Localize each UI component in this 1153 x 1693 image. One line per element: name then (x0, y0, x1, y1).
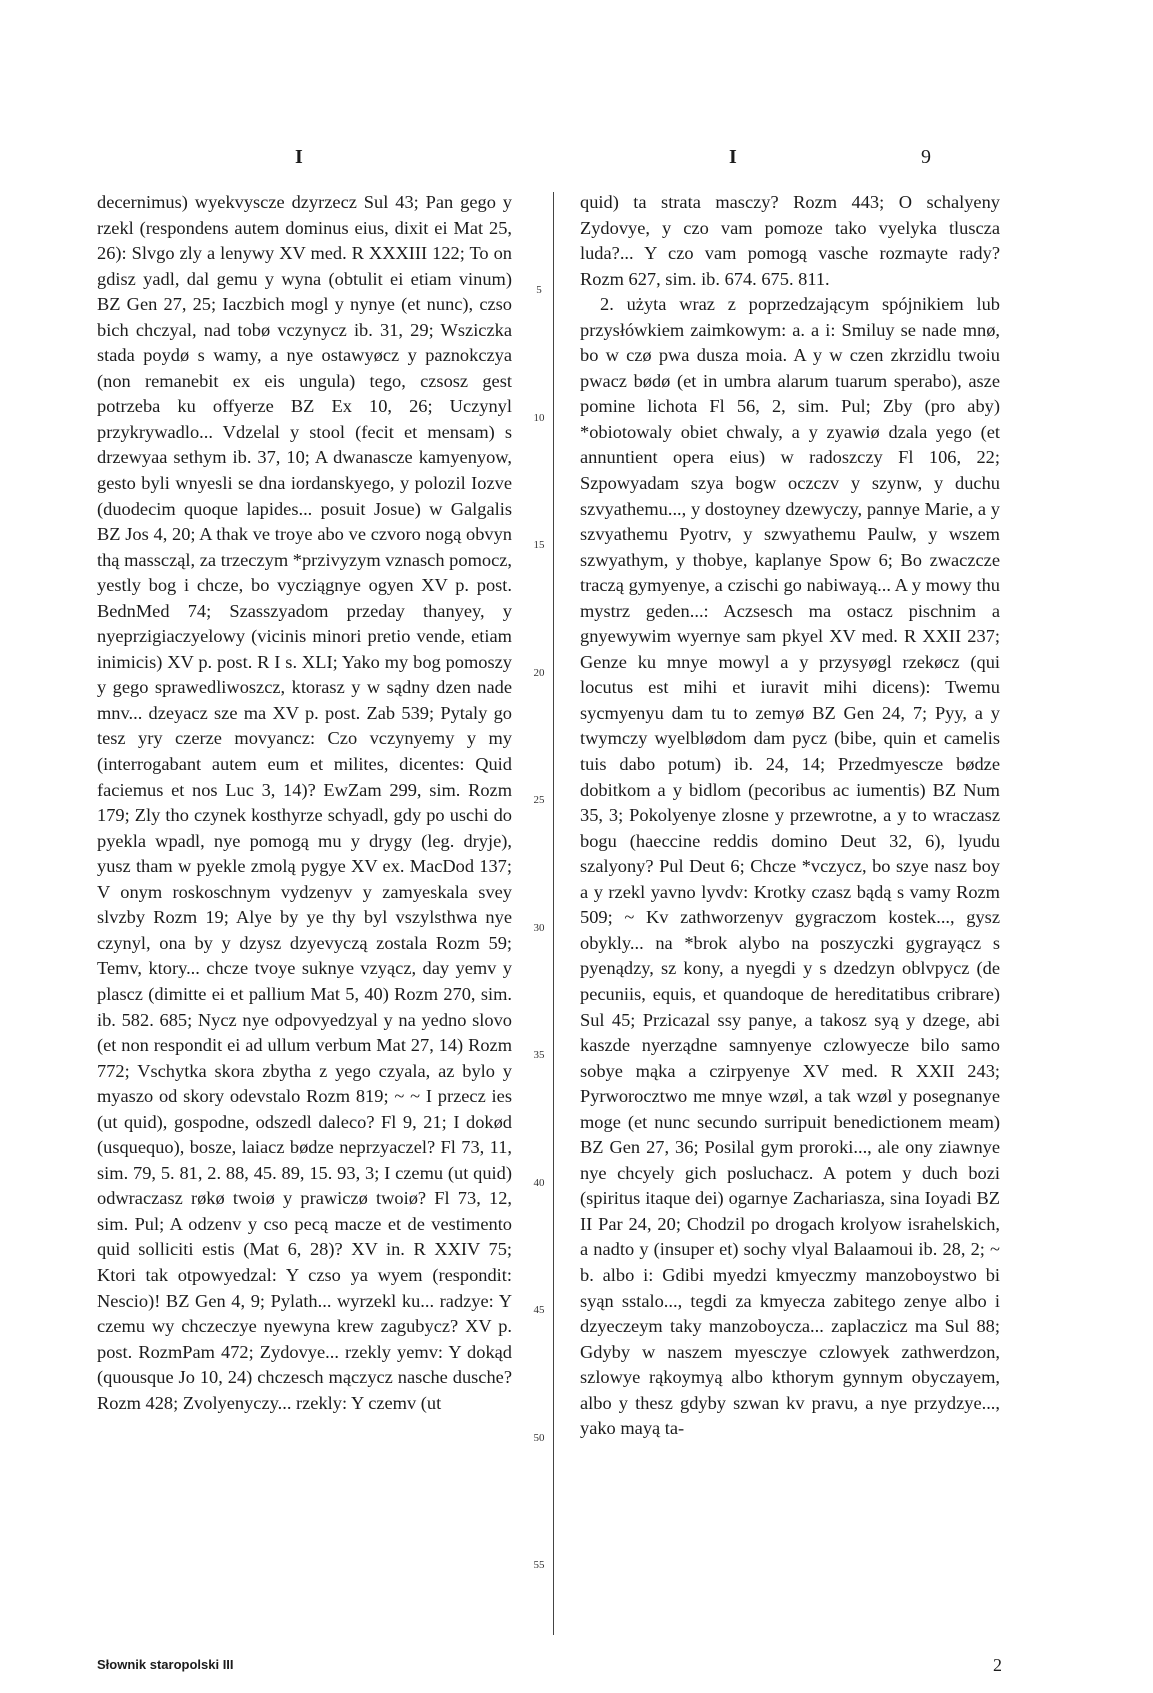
footer-sheet-number: 2 (993, 1655, 1002, 1675)
footer-signature: Słownik staropolski III (97, 1657, 234, 1672)
left-column (97, 190, 512, 1416)
header-center-mark: I (729, 146, 737, 168)
line-number: 10 (533, 411, 545, 424)
right-paragraph: 2. użyta wraz z poprzedzającym spójnikiem lub przysłówkiem zaimkowym: a. a i: Smiluy se nade mnø, bo w czø pwa dusza moia. A y w czen zkrzidlu twoiu pwacz bødø (et in umbra alarum tuarum sperabo), asze pomine lichota Fl 56, 2, sim. Pul; Zby (pro aby) *obiotowaly obiet chwaly, a y zyawiø dzala yego (et annuntient opera eius) w radoszczy Fl 106, 22; Szpowyadam szya bogw oczczv y szynw, y duchu szvyathemu..., y dostoyney dzewyczy, pannye Marie, a y szvyathemu Pyotrv, y szwyathemu Paulw, y wszem szwyathym, y thobye, kaplanye Spow 6; Bo zwaczcze traczą gymyenye, a czischi go nabiwayą... A y mowy thu mystrz geden...: Aczsesch ma ostacz pischnim a gnyewywim wyernye sam pkyel XV med. R XXII 237; Genze ku mnye mowyl a y przysyøgl rzekøcz (qui locutus est mihi et iuravit mihi dicens): Twemu sycmyenyu dam tu to zemyø BZ Gen 24, 7; Pyy, a y twymczy wyelblødom dam pycz (bibe, quin et camelis tuis dabo potum) ib. 24, 14; Przedmyescze bødze dobitkom a y bidlom (pecoribus ac iumentis) BZ Num 35, 3; Pokolyenye zlosne y przewrotne, a y to wraczasz bogu (haeccine reddis domino Deut 32, 6), lyudu szalyony? Pul Deut 6; Chcze *vczycz, bo szye nasz boy a y rzekl yavno lyvdv: Krotky czasz bądą s vamy Rozm 509; ~ Kv zathworzenyv gygraczom kostek..., gysz obykly... na *brok alybo na poszyczki gygrayącz s pyenądzy, sz kony, a nyegdi y s dzedzyn oblvpycz (de pecuniis, equis, et quandoque de hereditatibus cribrare) Sul 45; Przicazal ssy panye, a takosz syą y dzege, abi kaszde nyerządne samnyenye czlowyecze bilo samo sobye mąka a czirpyenye XV med. R XXII 243; Pyrworocztwo me mnye wzøl, a tak wzøl y posegnanye moge (et nunc secundo surripuit benedictionem meam) BZ Gen 27, 36; Posilal gym proroki..., ale ony ziawnye nye chcyely gich posluchacz. A potem y duch bozi (spiritus itaque dei) ogarnye Zachariasza, sina Ioyadi BZ II Par 24, 20; Chodzil po drogach krolyow israhelskich, a nadto y (insuper et) sochy vlyal Balaamoui ib. 28, 2; ~ b. albo i: Gdibi myedzi kmyeczmy manzoboystwo bi syąn sstalo..., tegdi za kmyecza zabitego zenye albo i dzyeczeym taky manzoboycza... zaplaczicz ma Sul 88; Gdyby w naszem myesczye czlowyek zathwerdzon, szlowye rąkoymyą albo kthorym gynnym obyczayem, albo y thesz gdyby szwan kv pravu, a nye przydzye..., yako mayą ta- (580, 294, 1000, 1439)
line-number: 55 (533, 1559, 545, 1571)
page-number: 9 (921, 146, 931, 168)
line-number: 30 (533, 921, 545, 934)
left-paragraph: decernimus) wyekvyscze dzyrzecz Sul 43; Pan gego y rzekl (respondens autem dominus eius, dixit ei Mat 25, 26): Slvgo zly a lenywy XV med. R XXXIII 122; To on gdisz yadl, dal gemu y wyna (obtulit ei etiam vinum) BZ Gen 27, 25; Iaczbich mogl y nynye (et nunc), czso bich chczyal, nad tobø vczynycz ib. 31, 29; Wsziczka stada poydø s wamy, a nye ostawyøcz y paznokczya (non remanebit ex eis ungula) tego, czsosz gest potrzeba ku offyerze BZ Ex 10, 26; Uczynyl przykrywadlo... Vdzelal y stool (fecit et mensam) s drzewyaa sethym ib. 37, 10; A dwanascze kamyenyow, gesto byli wnyesli se dna iordanskyego, y polozil Iozve (duodecim quoque lapides... posuit Josue) w Galgalis BZ Jos 4, 20; A thak ve troye abo ve czvoro nogą obvyn thą masscząl, za trzeczym *przivyzym vznasch pomocz, yestly bog i chcze, bo vycziągnye ogyen XV p. post. BednMed 74; Szasszyadom przeday thanyey, y nyeprzigiaczyelowy (vicinis minori pretio vende, etiam inimicis) XV p. post. R I s. XLI; Yako my bog pomoszy y gego sprawedliwoszcz, ktorasz y w sądny dzen nade mnv... dzeyacz sze ma XV p. post. Zab 539; Pytaly go tesz yry czerze movyancz: Czo vczynyemy y my (interrogabant autem eum et milites, dicentes: Quid faciemus et nos Luc 3, 14)? EwZam 299, sim. Rozm 179; Zly tho czynek kosthyrze schyadl, gdy po uschi do pyekla wpadl, nye pomogą mu y drygy (leg. dryje), yusz tham w pyekle zmolą pygye XV ex. MacDod 137; V onym roskoschnym vydzenyv y zamyeskala svey slvzby Rozm 19; Alye by ye thy byl vszylsthwa nye czynyl, ona by y dzysz dzyevyczą zostala Rozm 59; Temv, ktory... chcze tvoye suknye vzyącz, day yemv y plascz (dimitte ei et pallium Mat 5, 40) Rozm 270, sim. ib. 582. 685; Nycz nye odpovyedzyal y na yedno slovo (et non respondit ei ad ullum verbum Mat 27, 14) Rozm 772; Vschytka skora zbytha z yego czyala, az bylo y myaszo od skory odevstalo Rozm 819; ~ ~ I przecz ies (ut quid), gospodne, odszedl daleco? Fl 9, 21; I dokød (usquequo), bosze, laiacz bødze neprzyaczel? Fl 73, 11, sim. 79, 5. 81, 2. 88, 45. 89, 15. 93, 3; I czemu (ut quid) odwraczasz røkø twoiø y prawiczø twoiø? Fl 73, 12, sim. Pul; A odzenv y cso pecą macze et de vestimento quid solliciti estis (Mat 6, 28)? XV in. R XXIV 75; Ktori tak otpowyedzal: Y czso ya wyem (respondit: Nescio)! BZ Gen 4, 9; Pylath... wyrzekl ku... radzye: Y czemu wy chczeczye nyewyna krew zagubycz? XV p. post. RozmPam 472; Zydovye... rzekly yemv: Y dokąd (quousque Jo 10, 24) chczesch mączycz nasche dusche? Rozm 428; Zvolyenyczy... rzekly: Y czemv (ut (97, 192, 512, 1413)
line-number: 50 (533, 1431, 545, 1444)
line-number: 15 (533, 539, 545, 551)
line-number: 20 (533, 666, 545, 679)
line-number: 5 (536, 284, 542, 296)
line-number: 45 (533, 1304, 545, 1316)
column-divider (553, 192, 554, 1635)
line-number: 40 (533, 1176, 545, 1189)
right-column (580, 190, 1000, 1442)
line-number: 35 (533, 1049, 545, 1061)
right-paragraph: quid) ta strata masczy? Rozm 443; O schalyeny Zydovye, y czo vam pomoze tako vyelyka tluscza luda?... Y czo vam pomogą vasche rozmayte rady? Rozm 627, sim. ib. 674. 675. 811. (580, 192, 1000, 289)
header-left-mark: I (295, 146, 303, 168)
line-number: 25 (533, 794, 545, 806)
